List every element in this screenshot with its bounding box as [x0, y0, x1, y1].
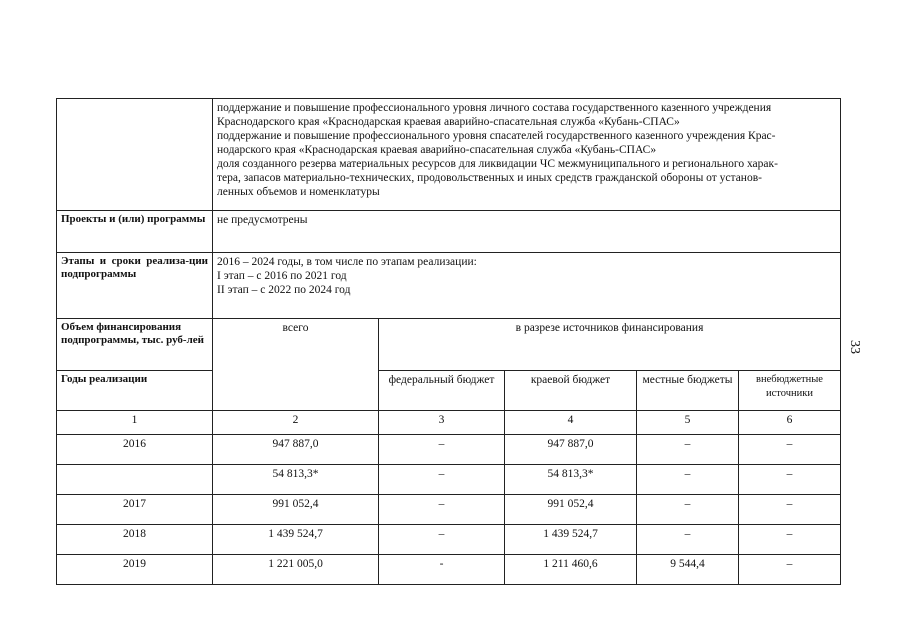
- federal-header: федеральный бюджет: [379, 371, 505, 411]
- table-row: [57, 495, 841, 525]
- local-cell: –: [637, 525, 739, 555]
- extra-cell: –: [739, 555, 841, 585]
- federal-cell: –: [379, 525, 505, 555]
- table-row: [57, 435, 841, 465]
- targets-label-cell: [57, 99, 213, 211]
- sources-header-row: [57, 371, 841, 411]
- federal-cell: -: [379, 555, 505, 585]
- local-cell: –: [637, 495, 739, 525]
- year-cell: 2019: [57, 555, 213, 585]
- stages-row: [57, 253, 841, 319]
- extra-cell: –: [739, 435, 841, 465]
- total-cell: 947 887,0: [213, 435, 379, 465]
- sources-header: в разрезе источников финансирования: [379, 319, 841, 371]
- targets-line: нодарского края «Краснодарская краевая аварийно-спасательная служба «Кубань-СПАС»: [217, 144, 657, 156]
- targets-line: поддержание и повышение профессионального уровня спасателей государственного казенного учреждения Крас-: [217, 130, 776, 142]
- extra-cell: –: [739, 495, 841, 525]
- projects-value: не предусмотрены: [213, 211, 841, 253]
- page-number: 33: [847, 340, 862, 354]
- extra-cell: –: [739, 525, 841, 555]
- targets-cell: [213, 99, 841, 211]
- local-header: местные бюджеты: [637, 371, 739, 411]
- targets-line: ленных объемов и номенклатуры: [217, 186, 380, 198]
- column-number: 6: [739, 411, 841, 435]
- projects-row: [57, 211, 841, 253]
- targets-row: [57, 99, 841, 211]
- projects-label: Проекты и (или) программы: [57, 211, 213, 253]
- federal-cell: –: [379, 435, 505, 465]
- financing-label: Объем финансирования подпрограммы, тыс. руб-лей: [57, 319, 213, 371]
- federal-cell: –: [379, 465, 505, 495]
- regional-cell: 991 052,4: [505, 495, 637, 525]
- local-cell: 9 544,4: [637, 555, 739, 585]
- year-cell: 2018: [57, 525, 213, 555]
- years-label: Годы реализации: [57, 371, 213, 411]
- financing-header-row: [57, 319, 841, 371]
- stages-label: Этапы и сроки реализа-ции подпрограммы: [57, 253, 213, 319]
- column-number: 4: [505, 411, 637, 435]
- total-cell: 1 221 005,0: [213, 555, 379, 585]
- table-row: [57, 525, 841, 555]
- total-cell: 991 052,4: [213, 495, 379, 525]
- targets-line: Краснодарского края «Краснодарская краевая аварийно-спасательная служба «Кубань-СПАС»: [217, 116, 680, 128]
- targets-line: тера, запасов материально-технических, продовольственных и иных средств гражданской обороны от установ-: [217, 172, 762, 184]
- column-number: 2: [213, 411, 379, 435]
- column-numbers-row: [57, 411, 841, 435]
- stages-line: I этап – с 2016 по 2021 год: [217, 270, 347, 282]
- extra-cell: –: [739, 465, 841, 495]
- federal-cell: –: [379, 495, 505, 525]
- local-cell: –: [637, 435, 739, 465]
- column-number: 3: [379, 411, 505, 435]
- total-header: всего: [213, 319, 379, 411]
- year-cell: 2017: [57, 495, 213, 525]
- year-cell: 2016: [57, 435, 213, 465]
- stages-line: II этап – с 2022 по 2024 год: [217, 284, 351, 296]
- column-number: 5: [637, 411, 739, 435]
- column-number: 1: [57, 411, 213, 435]
- regional-cell: 54 813,3*: [505, 465, 637, 495]
- total-cell: 1 439 524,7: [213, 525, 379, 555]
- extra-header: внебюджетные источники: [739, 371, 841, 411]
- regional-cell: 1 439 524,7: [505, 525, 637, 555]
- regional-cell: 1 211 460,6: [505, 555, 637, 585]
- table-row: [57, 555, 841, 585]
- stages-line: 2016 – 2024 годы, в том числе по этапам реализации:: [217, 256, 477, 268]
- subprogram-passport-table: [56, 98, 841, 585]
- regional-cell: 947 887,0: [505, 435, 637, 465]
- table-row: [57, 465, 841, 495]
- year-cell: [57, 465, 213, 495]
- targets-line: доля созданного резерва материальных ресурсов для ликвидации ЧС межмуниципального и регионального харак-: [217, 158, 778, 170]
- stages-cell: [213, 253, 841, 319]
- regional-header: краевой бюджет: [505, 371, 637, 411]
- total-cell: 54 813,3*: [213, 465, 379, 495]
- local-cell: –: [637, 465, 739, 495]
- targets-line: поддержание и повышение профессионального уровня личного состава государственного казенного учреждения: [217, 102, 772, 114]
